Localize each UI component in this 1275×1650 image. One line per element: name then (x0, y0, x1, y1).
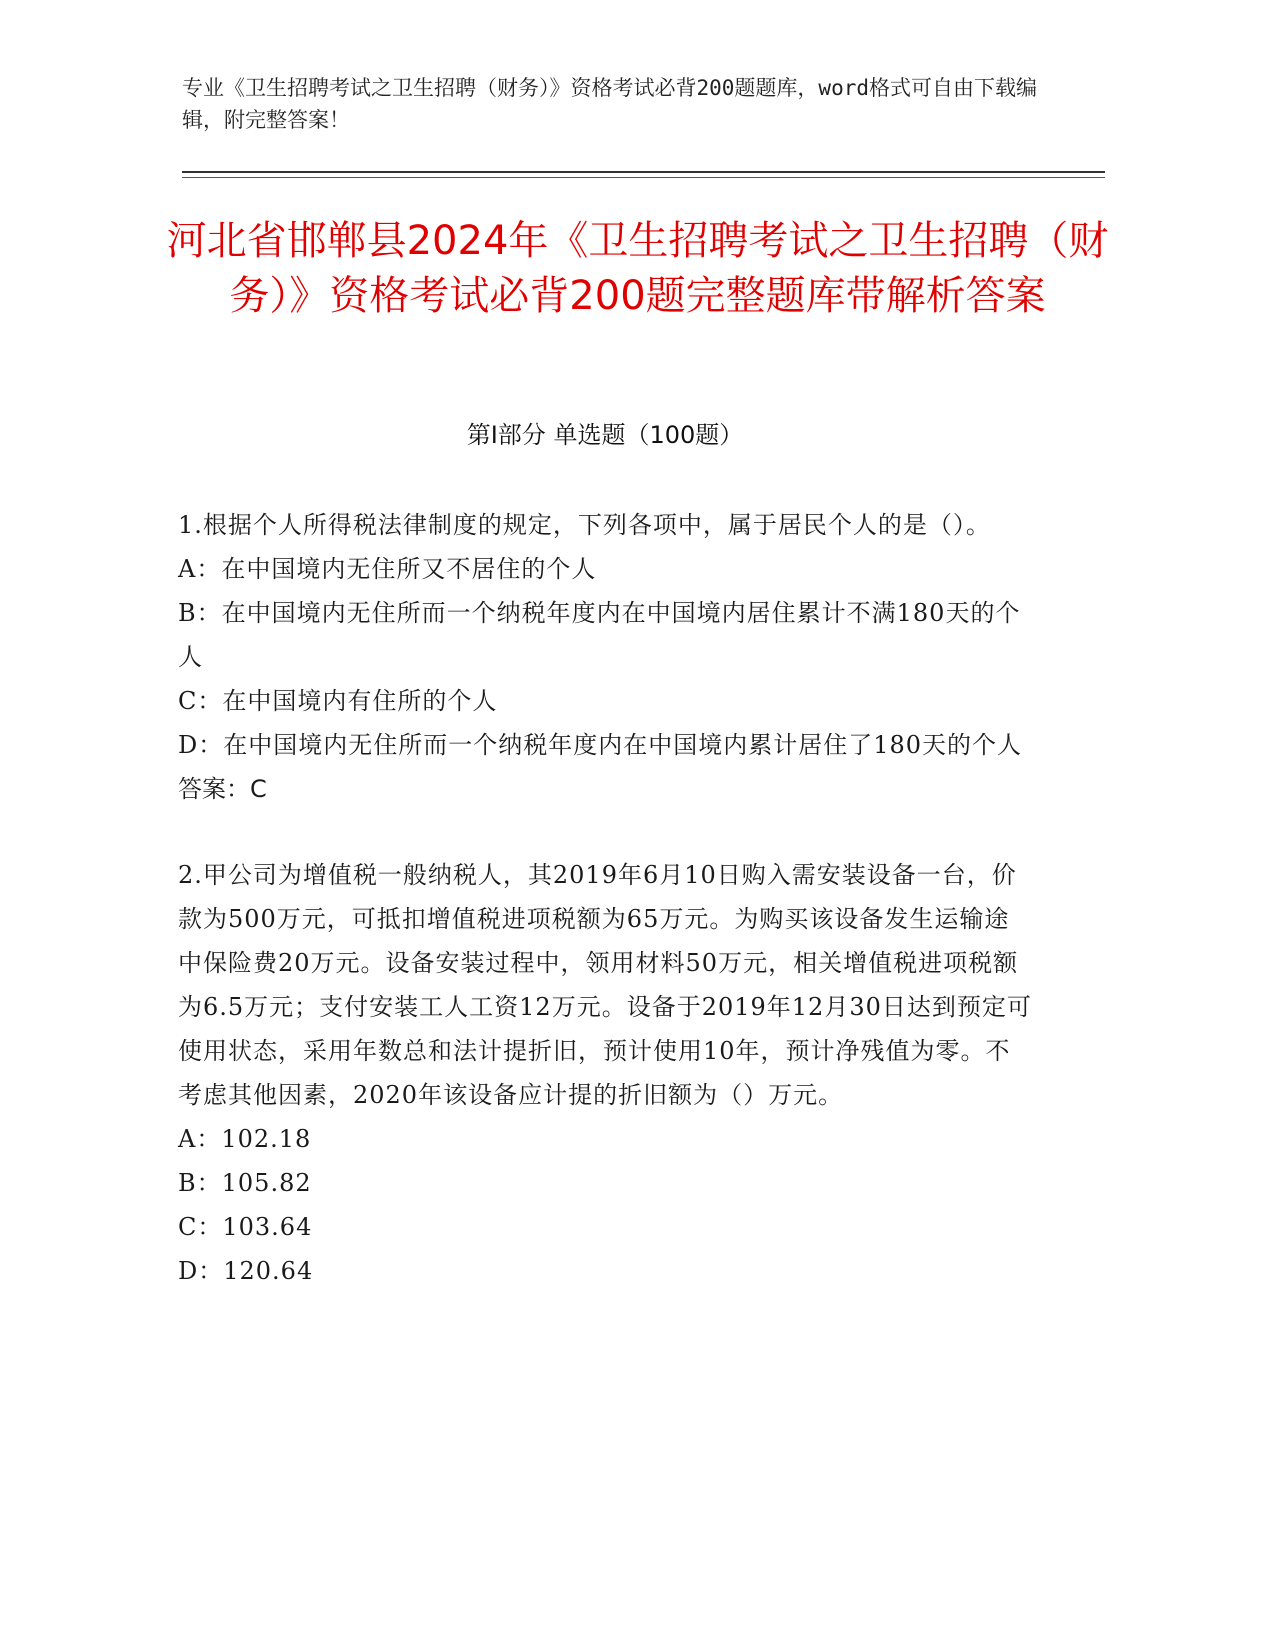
header-note: 专业《卫生招聘考试之卫生招聘（财务）》资格考试必背200题题库，word格式可自由下载编辑，附完整答案！ (182, 76, 1037, 132)
document-title: 河北省邯郸县2024年《卫生招聘考试之卫生招聘（财务）》资格考试必背200题完整题库带解析答案 (166, 218, 1109, 319)
header-rule-thick (182, 171, 1105, 173)
option-a: A：102.18 (178, 1125, 312, 1153)
question-stem: 2.甲公司为增值税一般纳税人，其2019年6月10日购入需安装设备一台，价款为500万元，可抵扣增值税进项税额为65万元。为购买该设备发生运输途中保险费20万元。设备安装过程中，领用材料50万元，相关增值税进项税额为6.5万元；支付安装工人工资12万元。设备于2019年12月30日达到预定可使用状态，采用年数总和法计提折旧，预计使用10年，预计净残值为零。不考虑其他因素，2020年该设备应计提的折旧额为（）万元。 (178, 861, 1032, 1109)
option-b: B：在中国境内无住所而一个纳税年度内在中国境内居住累计不满180天的个人 (178, 599, 1021, 671)
option-b: B：105.82 (178, 1169, 312, 1197)
question-2 (178, 853, 1033, 1293)
header-rule-thin (182, 177, 1105, 178)
option-d: D：120.64 (178, 1257, 314, 1285)
section-heading: 第Ⅰ部分 单选题（100题） (466, 421, 744, 449)
option-c: C：在中国境内有住所的个人 (178, 687, 498, 715)
option-a: A：在中国境内无住所又不居住的个人 (178, 555, 597, 583)
question-1 (178, 503, 1033, 811)
option-d: D：在中国境内无住所而一个纳税年度内在中国境内累计居住了180天的个人 (178, 731, 1023, 759)
question-stem: 1.根据个人所得税法律制度的规定，下列各项中，属于居民个人的是（）。 (178, 511, 991, 539)
answer: 答案：C (178, 775, 267, 803)
question-list (178, 503, 1033, 1293)
option-c: C：103.64 (178, 1213, 313, 1241)
